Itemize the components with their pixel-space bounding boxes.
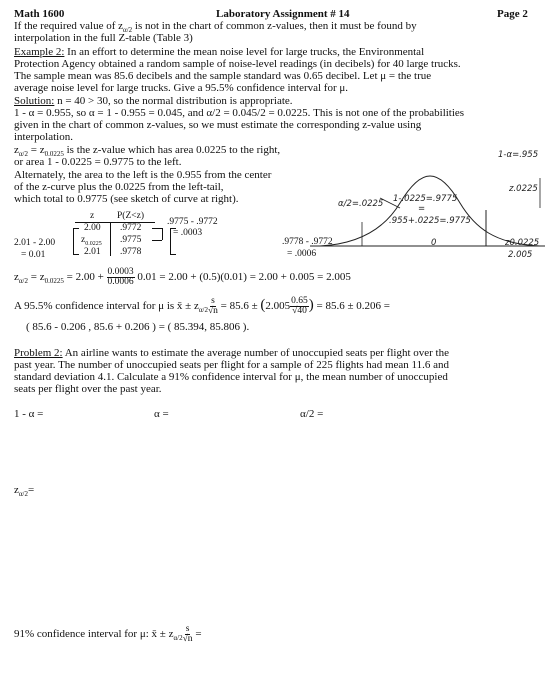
- course-title: Math 1600: [14, 8, 65, 20]
- alpha-half-label: α/2 =: [300, 408, 324, 420]
- table-z2: 2.01: [84, 247, 101, 257]
- alpha-label: α =: [154, 408, 169, 420]
- table-p1: .9772: [120, 223, 142, 233]
- ci-91-label: 91% confidence interval for μ: x̄ ± $z_{\alpha/2}$ $\frac{s}{√n}$ =: [14, 624, 202, 644]
- hw-z-right: z.0225: [509, 184, 538, 194]
- solution-line-3: given in the chart of common z-values, so we must estimate the corresponding z-value using: [14, 119, 422, 131]
- table-zmid: $z_{0.0225}$: [81, 235, 102, 247]
- ci-result: ( 85.6 - 0.206 , 85.6 + 0.206 ) = ( 85.394, 85.806 ).: [26, 321, 250, 333]
- solution-line-1: Solution: n = 40 > 30, so the normal distribution is appropriate.: [14, 95, 293, 107]
- hw-z-value: 2.005: [508, 250, 533, 260]
- table-header-p: P(Z<z): [117, 211, 144, 221]
- table-diff-top-val: = .0003: [173, 228, 203, 238]
- hw-area-right: 1-.0225=.9775: [393, 194, 458, 204]
- hw-sum: .955+.0225=.9775: [389, 216, 471, 226]
- table-left-expr: 2.01 - 2.00: [14, 238, 56, 248]
- table-p2: .9778: [120, 247, 142, 257]
- problem2-line-1: Problem 2: An airline wants to estimate the average number of unoccupied seats per flight over the: [14, 347, 449, 359]
- example2-line-1: Example 2: In an effort to determine the mean noise level for large trucks, the Environmental: [14, 46, 425, 58]
- assignment-title: Laboratory Assignment # 14: [216, 8, 350, 20]
- one-minus-alpha-label: 1 - α =: [14, 408, 44, 420]
- intro-line-1: If the required value of $z_{\alpha/2}$ is not in the chart of common z-values, then it must be found by: [14, 20, 417, 35]
- example2-line-4: average noise level for large trucks. Give a 95.5% confidence interval for μ.: [14, 82, 349, 94]
- solution-line-2: 1 - α = 0.955, so α = 1 - 0.955 = 0.045, and α/2 = 0.045/2 = 0.0225. This is not one of the probabilities: [14, 107, 465, 119]
- solution-line-9: which total to 0.9775 (see sketch of curve at right).: [14, 193, 239, 205]
- interpolation-formula: $z_{\alpha/2} = z_{0.0225} = 2.00$ + $\frac{0.0003}{0.0006}$ 0.01 = 2.00 + (0.5)(0.01) = 2.00 + 0.005 = 2.005: [14, 267, 351, 287]
- problem2-line-4: seats per flight over the past year.: [14, 383, 162, 395]
- table-diff-right: .9778 - .9772: [282, 237, 333, 247]
- z-alpha-half-label: $z_{\alpha/2}=$: [14, 484, 35, 499]
- table-diff-top: .9775 - .9772: [167, 217, 218, 227]
- solution-line-5: $z_{\alpha/2} = z_{0.0225}$ is the z-value which has area 0.0225 to the right,: [14, 144, 281, 159]
- table-pmid: .9775: [120, 235, 142, 245]
- hw-zero: 0: [431, 238, 437, 248]
- problem2-line-3: standard deviation 4.1. Calculate a 91% confidence interval for μ, the mean number of unoccupied: [14, 371, 448, 383]
- table-left-val: = 0.01: [21, 250, 46, 260]
- solution-line-8: of the z-curve plus the 0.0225 from the left-tail,: [14, 181, 224, 193]
- table-header-z: z: [90, 211, 95, 221]
- hw-alpha-half: α/2=.0225: [338, 199, 384, 209]
- intro-line-2: interpolation in the full Z-table (Table 3): [14, 32, 193, 44]
- table-diff-right-val: = .0006: [287, 249, 317, 259]
- solution-line-7: Alternately, the area to the left is the 0.955 from the center: [14, 169, 272, 181]
- solution-line-6: or area 1 - 0.0225 = 0.9775 to the left.: [14, 156, 182, 168]
- ci-formula: A 95.5% confidence interval for μ is x̄ ± $z_{\alpha/2}$ $\frac{s}{√n}$ = 85.6 ± (2.005 $\frac{0.65}{√40}$ ) = 85.6 ± 0.206 =: [14, 296, 390, 316]
- example2-line-3: The sample mean was 85.6 decibels and the sample standard was 0.65 decibel. Let μ = the true: [14, 70, 432, 82]
- example2-line-2: Protection Agency obtained a random sample of noise-level readings (in decibels) for 40 large trucks.: [14, 58, 461, 70]
- hw-eq-mark: =: [418, 204, 426, 214]
- problem2-line-2: past year. The number of unoccupied seats per flight for a sample of 225 flights had mean 11.6 and: [14, 359, 449, 371]
- table-z1: 2.00: [84, 223, 101, 233]
- solution-line-4: interpolation.: [14, 131, 73, 143]
- hw-z-label: z0.0225: [505, 238, 540, 248]
- page-number: Page 2: [497, 8, 528, 20]
- hw-one-minus-alpha: 1-α=.955: [498, 150, 539, 160]
